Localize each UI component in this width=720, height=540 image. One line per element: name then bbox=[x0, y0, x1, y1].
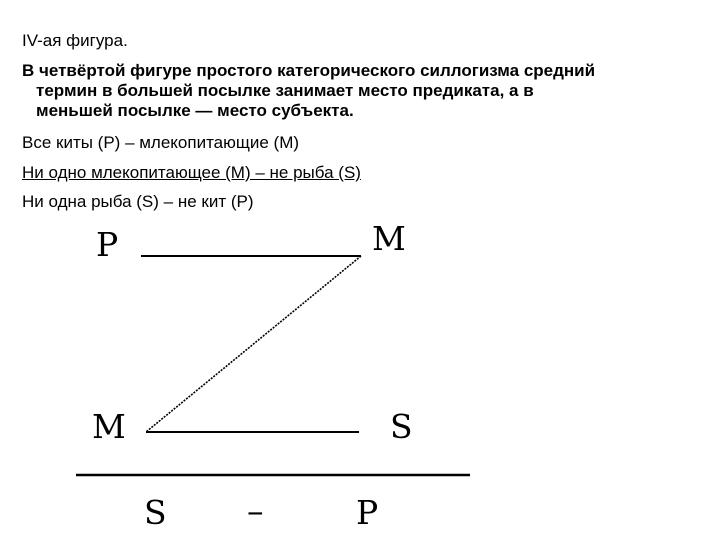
definition-line-1: В четвёртой фигуре простого категорического силлогизма средний bbox=[22, 61, 596, 80]
conclusion-predicate-label: P bbox=[356, 493, 379, 532]
slide-title: IV-ая фигура. bbox=[22, 31, 128, 50]
conclusion-dash: – bbox=[247, 491, 264, 530]
diagram-label-bottom-left: M bbox=[92, 407, 126, 446]
definition-line-2: термин в большей посылке занимает место предиката, а в bbox=[36, 81, 534, 100]
diagram-label-top-left: P bbox=[96, 225, 119, 264]
diagram-label-top-right: M bbox=[372, 219, 406, 258]
conclusion-subject-label: S bbox=[144, 493, 167, 532]
diagram-label-bottom-right: S bbox=[390, 407, 413, 446]
definition-line-3: меньшей посылке — место субъекта. bbox=[36, 101, 354, 120]
minor-premise: Ни одно млекопитающее (М) – не рыба (S) bbox=[22, 163, 361, 182]
major-premise: Все киты (Р) – млекопитающие (М) bbox=[22, 133, 300, 152]
middle-term-diagonal bbox=[146, 256, 361, 432]
conclusion: Ни одна рыба (S) – не кит (Р) bbox=[22, 192, 254, 211]
